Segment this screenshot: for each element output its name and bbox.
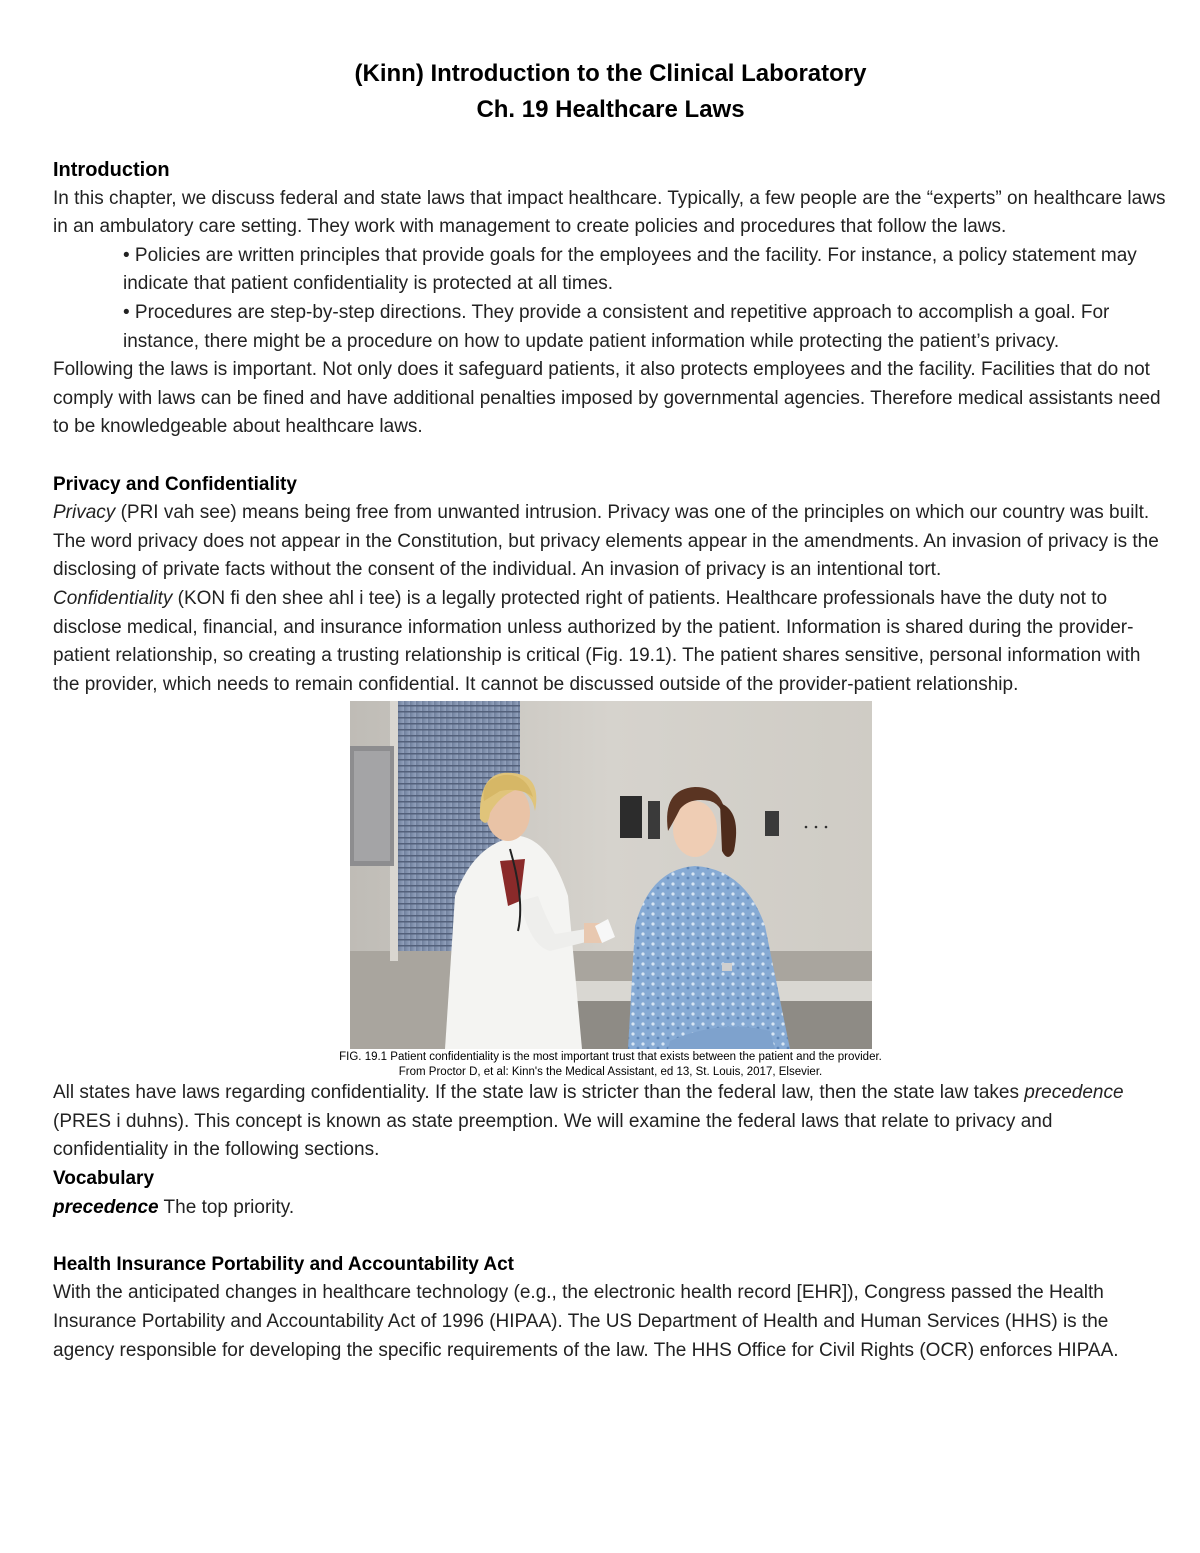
vocabulary-definition: The top priority. [158,1196,295,1218]
vocabulary-entry [53,1194,1168,1223]
privacy-text: (PRI vah see) means being free from unwanted intrusion. Privacy was one of the principles on which our country was built. The word privacy does not appear in the Constitution, but privacy elements appear in the amendments. An invasion of privacy is the disclosing of private facts without the consent of the individual. An invasion of privacy is an intentional tort. [53,502,1159,581]
state-text-b: (PRES i duhns). This concept is known as state preemption. We will examine the federal laws that relate to privacy and confidentiality in the following sections. [53,1110,1053,1161]
introduction-heading: Introduction [53,159,170,181]
introduction-paragraph: In this chapter, we discuss federal and state laws that impact healthcare. Typically, a few people are the “experts” on healthcare laws in an ambulatory care setting. They work with management to create policies and procedures that follow the laws. [53,187,1166,238]
figure-photo-provider-patient [350,701,872,1049]
vocabulary-term: precedence [53,1196,159,1218]
precedence-term: precedence [1024,1082,1124,1104]
document-page [53,52,1168,1365]
hipaa-heading: Health Insurance Portability and Accountability Act [53,1253,515,1275]
state-text-a: All states have laws regarding confidentiality. If the state law is stricter than the federal law, then the state law takes [53,1082,1025,1104]
confidentiality-text: (KON fi den shee ahl i tee) is a legally protected right of patients. Healthcare professionals have the duty not to disclose medical, financial, and insurance information unless authorized by the patient. Information is shared during the provider-patient relationship, so creating a trusting relationship is critical (Fig. 19.1). The patient shares sensitive, personal information with the provider, which needs to remain confidential. It cannot be discussed outside of the provider-patient relationship. [53,587,1141,695]
figure-caption-line-1: FIG. 19.1 Patient confidentiality is the most important trust that exists between the patient and the provider. [339,1051,882,1064]
privacy-paragraph [53,499,1168,585]
bullet-policies: • Policies are written principles that provide goals for the employees and the facility. For instance, a policy statement may indicate that patient confidentiality is protected at all times. [123,244,1137,295]
laws-importance-paragraph: Following the laws is important. Not only does it safeguard patients, it also protects employees and the facility. Facilities that do not comply with laws can be fined and have additional penalties imposed by governmental agencies. Therefore medical assistants need to be knowledgeable about healthcare laws. [53,359,1161,438]
state-laws-paragraph [53,1079,1168,1165]
vocabulary-heading: Vocabulary [53,1168,155,1190]
introduction-bullets [53,242,1168,356]
title-line-1: (Kinn) Introduction to the Clinical Laboratory [354,60,867,87]
hipaa-paragraph: With the anticipated changes in healthcare technology (e.g., the electronic health record [EHR]), Congress passed the Health Insurance Portability and Accountability Act of 1996 (HIPAA). The US Department of Health and Human Services (HHS) is the agency responsible for developing the specific requirements of the law. The HHS Office for Civil Rights (OCR) enforces HIPAA. [53,1282,1119,1361]
privacy-term: Privacy [53,502,116,524]
privacy-heading: Privacy and Confidentiality [53,473,297,495]
title-line-2: Ch. 19 Healthcare Laws [476,96,745,123]
bullet-procedures: • Procedures are step-by-step directions. They provide a consistent and repetitive approach to accomplish a goal. For instance, there might be a procedure on how to update patient information while protecting the patient’s privacy. [123,301,1110,352]
confidentiality-paragraph [53,585,1168,699]
document-title [53,56,1168,128]
figure-caption [53,1050,1168,1079]
confidentiality-term: Confidentiality [53,587,173,609]
figure-caption-line-2: From Proctor D, et al: Kinn's the Medical Assistant, ed 13, St. Louis, 2017, Elsevier. [398,1065,823,1078]
